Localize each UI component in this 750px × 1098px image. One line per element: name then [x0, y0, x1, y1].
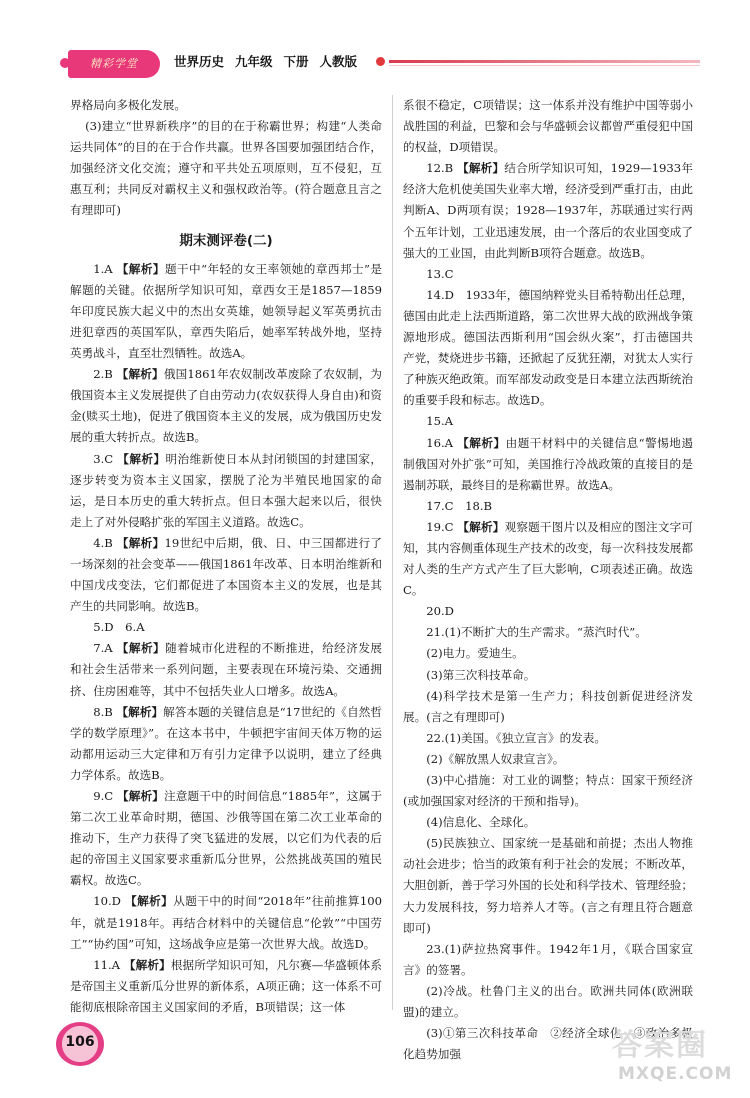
answer-item-3: [70, 449, 382, 533]
watermark-url: MXQE.COM: [618, 1064, 733, 1084]
answer-item-22-5: (5)民族独立、国家统一是基础和前提；杰出人物推动社会进步；恰当的政策有利于社会的发展；不断改革，大胆创新，善于学习外国的长处和科学技术、管理经验；大力发展科技，努力培养人才等。(言之有理且符合题意即可): [403, 836, 693, 935]
section-title: 期末测评卷(二): [179, 232, 273, 249]
analysis-label: 【解析】: [116, 367, 164, 382]
answer-item-23-3: (3)①第三次科技革命 ②经济全球化 ③政治多极化趋势加强: [403, 1026, 693, 1062]
header-rule: [389, 60, 700, 63]
analysis-text: 明治维新使日本从封闭锁国的封建国家，逐步转变为资本主义国家，摆脱了沦为半殖民地国家的命运，是日本历史的重大转折点。但日本强大起来以后，很快走上了对外侵略扩张的军国主义道路。故选C。: [70, 451, 382, 529]
analysis-text: 随着城市化进程的不断推进，给经济发展和社会生活带来一系列问题，主要表现在环境污染、交通拥挤、住房困难等，其中不包括失业人口增多。故选A。: [70, 641, 382, 698]
answer-item-22-2: (2)《解放黑人奴隶宣言》。: [426, 751, 565, 766]
answer-item-22-3: (3)中心措施：对工业的调整；特点：国家干预经济(或加强国家对经济的干预和指导)。: [403, 773, 693, 809]
answer-item-7: [70, 638, 382, 701]
answer-item-4: [70, 533, 382, 617]
header-title: [174, 52, 368, 70]
answer-item-19: [403, 517, 693, 601]
analysis-text: 由题干材料中的关键信息“警惕地遏制俄国对外扩张”可知，美国推行冷战政策的直接目的是遏制苏联，最终目的是称霸世界。故选A。: [403, 435, 694, 492]
series-tag: 精彩学堂: [68, 50, 160, 78]
answer-item-23-1: 23.(1)萨拉热窝事件。1942年1月，《联合国家宣言》的签署。: [403, 941, 693, 977]
answer-item-12: [403, 158, 693, 263]
answer-item-21-1: 21.(1)不断扩大的生产需求。“蒸汽时代”。: [426, 625, 647, 640]
left-column: [70, 95, 382, 1018]
answer-key: 2.B: [93, 367, 113, 382]
analysis-label: 【解析】: [457, 435, 506, 450]
answer-item-20: 20.D: [426, 604, 454, 619]
analysis-label: 【解析】: [116, 704, 164, 719]
answer-item-17-18: 17.C 18.B: [426, 498, 493, 513]
header-dot-right: [376, 57, 385, 66]
answer-item-11: [70, 955, 382, 1018]
analysis-label: 【解析】: [116, 789, 165, 803]
answer-key: 3.C: [93, 451, 114, 466]
answer-key: 4.B: [93, 535, 113, 550]
answer-text: (3)建立“世界新秩序”的目的在于称霸世界；构建“人类命运共同体”的目的在于合作共赢。世界各国要加强团结合作，加强经济文化交流；遵守和平共处五项原则，互不侵犯，互惠互利；共同反对霸权主义和强权政治等。(符合题意且言之有理即可): [70, 119, 382, 218]
answer-item-2: [70, 364, 382, 448]
analysis-label: 【解析】: [125, 894, 174, 909]
analysis-text: 19世纪中后期，俄、日、中三国都进行了一场深刻的社会变革——俄国1861年改革、日本明治维新和中国戊戌变法，它们都促进了本国资本主义的发展，也是其产生的共同影响。故选B。: [70, 535, 382, 614]
header-grade: 九年级: [235, 54, 273, 69]
analysis-text: 结合所学知识可知，1929—1933年经济大危机使美国失业率大增，经济受到严重打击，由此判断A、D两项有误；1928—1937年，苏联通过实行两个五年计划，工业迅速发展，由一个落后的农业国变成了强大的工业国，由此判断B项符合题意。故选B。: [403, 161, 693, 260]
answer-item-9: [70, 786, 382, 891]
answer-item-5-6: 5.D 6.A: [93, 620, 145, 635]
answer-key: 8.B: [93, 704, 113, 719]
analysis-label: 【解析】: [123, 957, 171, 972]
answer-text: 系很不稳定，C项错误；这一体系并没有维护中国等弱小战胜国的利益，巴黎和会与华盛顿会议都曾严重侵犯中国的权益，D项错误。: [403, 98, 693, 155]
answer-item-16: [403, 433, 693, 496]
analysis-text: 从题干中的时间“2018年”往前推算100年，就是1918年。再结合材料中的关键信息“伦敦”“中国劳工”“协约国”可知，这场战争应是第一次世界大战。故选D。: [70, 894, 382, 951]
header-volume: 下册: [283, 54, 309, 69]
answer-item-22-4: (4)信息化、全球化。: [426, 815, 536, 830]
analysis-text: 根据所学知识可知，凡尔赛—华盛顿体系是帝国主义重新瓜分世界的新体系，A项正确；这一体系不可能彻底根除帝国主义国家间的矛盾，B项错误；这一体: [70, 957, 382, 1014]
page-number: 106: [65, 1034, 95, 1050]
answer-item-21-3: (3)第三次科技革命。: [426, 667, 536, 682]
analysis-label: 【解析】: [116, 261, 165, 276]
analysis-text: 注意题干中的时间信息“1885年”，这属于第二次工业革命时期，德国、沙俄等国在第二次工业革命的推动下，生产力获得了突飞猛进的发展，以它们为代表的后起的帝国主义国家要求重新瓜分世界，公然挑战英国的殖民霸权。故选C。: [70, 789, 382, 888]
watermark: [612, 1020, 742, 1090]
header-edition: 人教版: [319, 54, 358, 69]
answer-key: 1.A: [93, 261, 113, 276]
watermark-logo: 答案圈: [612, 1028, 708, 1063]
answer-key: 12.B: [426, 161, 454, 176]
analysis-text: 题干中“年轻的女王率领她的章西邦士”是解题的关键。依据所学知识可知，章西女王是1857—1859年印度民族大起义中的杰出女英雄，她领导起义军英勇抗击进犯章西的英国军队，章西失陷后，她率军转战外地，坚持英勇战斗，直至壮烈牺牲。故选A。: [70, 261, 382, 361]
header-rule-thin: [389, 65, 700, 66]
column-divider: [392, 95, 393, 1010]
analysis-label: 【解析】: [117, 451, 166, 466]
page-header: [0, 0, 750, 80]
answer-item-22-1: 22.(1)美国。《独立宣言》的发表。: [426, 730, 606, 745]
answer-item-15: 15.A: [426, 414, 453, 429]
page-number-badge: [56, 1022, 104, 1066]
analysis-text: 俄国1861年农奴制改革废除了农奴制，为俄国资本主义发展提供了自由劳动力(农奴获得人身自由)和资金(赎买土地)，促进了俄国资本主义的发展，成为俄国历史发展的重大转折点。故选B。: [70, 367, 382, 445]
answer-text: 界格局向多极化发展。: [70, 98, 186, 112]
header-subject: 世界历史: [174, 54, 225, 69]
answer-item-23-2: (2)冷战。杜鲁门主义的出台。欧洲共同体(欧洲联盟)的建立。: [403, 983, 693, 1020]
answer-item-21-4: (4)科学技术是第一生产力；科技创新促进经济发展。(言之有理即可): [403, 688, 693, 724]
analysis-label: 【解析】: [116, 641, 166, 656]
answer-key: 11.A: [93, 957, 120, 972]
analysis-text: 解答本题的关键信息是“17世纪的《自然哲学的数学原理》”。在这本书中，牛顿把宇宙间天体万物的运动都用运动三大定律和万有引力定律予以说明，建立了经典力学体系。故选B。: [70, 704, 382, 782]
answer-key: 19.C: [426, 519, 454, 534]
answer-key: 10.D: [93, 894, 121, 909]
answer-key: 16.A: [426, 435, 453, 450]
answer-key: 9.C: [93, 789, 114, 803]
answer-item-14: 14.D 1933年，德国纳粹党头目希特勒出任总理，德国由此走上法西斯道路，第二次世界大战的欧洲战争策源地形成。德国法西斯利用“国会纵火案”，打击德国共产党，焚烧进步书籍，还掀起了反犹狂潮，对犹太人实行了种族灭绝政策。而军部发动政变是日本建立法西斯统治的重要手段和标志。故选D。: [403, 287, 693, 408]
analysis-label: 【解析】: [457, 161, 505, 176]
answer-item-21-2: (2)电力。爱迪生。: [426, 646, 524, 661]
analysis-label: 【解析】: [457, 519, 505, 534]
answer-item-8: [70, 702, 382, 786]
answer-item-1: [70, 259, 382, 364]
analysis-text: 观察题干图片以及相应的图注文字可知，其内容侧重体现生产技术的改变，每一次科技发展都对人类的生产方式产生了巨大影响，C项表述正确。故选C。: [403, 519, 693, 598]
analysis-label: 【解析】: [116, 535, 165, 550]
answer-item-13: 13.C: [426, 266, 454, 281]
right-column: [403, 95, 693, 1065]
answer-item-10: [70, 891, 382, 954]
answer-key: 7.A: [93, 641, 113, 656]
